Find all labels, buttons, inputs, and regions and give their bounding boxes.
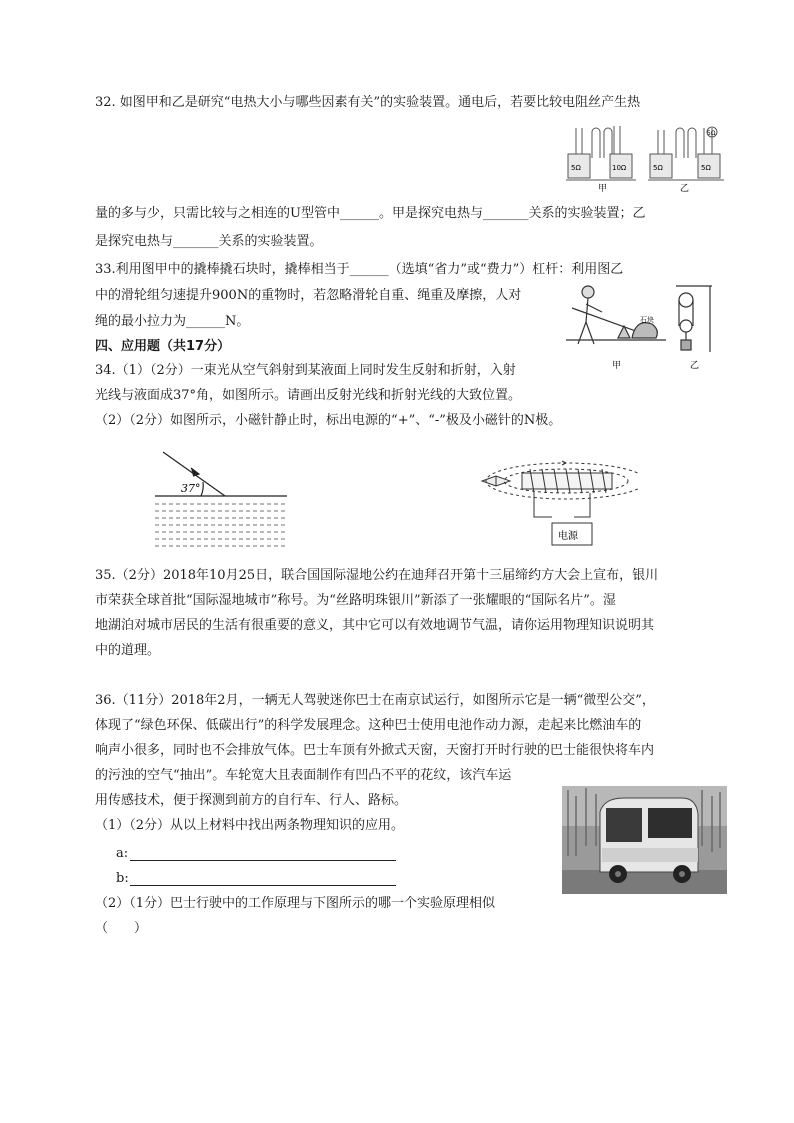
q36-line-5: 用传感技术，便于探测到前方的自行车、行人、路标。	[95, 793, 408, 808]
q33-line-2: 中的滑轮组匀速提升900N的重物时，若忽略滑轮自重、绳重及摩擦，人对	[95, 288, 522, 303]
q32-caption-yi: 乙	[680, 184, 690, 194]
q33-stone-label: 石块	[640, 316, 654, 324]
q33-line-3: 绳的最小拉力为______N。	[95, 314, 250, 329]
q36-line-2: 体现了“绿色环保、低碳出行”的科学发展理念。这种巴士使用电池作动力源，走起来比燃油车的	[95, 718, 642, 733]
q34-line-3: （2）（2分）如图所示，小磁针静止时，标出电源的“+”、“-”极及小磁针的N极。	[95, 413, 562, 428]
q32-r5-label: 5Ω	[707, 130, 716, 137]
q35-line-3: 地湖泊对城市居民的生活有很重要的意义，其中它可以有效地调节气温，请你运用物理知识说明其	[95, 618, 655, 633]
q34-magnet-figure	[478, 455, 638, 550]
q32-line-2: 量的多与少，只需比较与之相连的U型管中______。甲是探究电热与_______关系的实验装置；乙	[95, 206, 646, 221]
q34-light-figure	[155, 448, 290, 550]
q36-answer-a-label: a:	[116, 846, 129, 861]
q32-r4-label: 5Ω	[701, 164, 711, 172]
q35-line-2: 市荣获全球首批“国际湿地城市”称号。为“丝路明珠银川”新添了一张耀眼的“国际名片”。湿	[95, 593, 616, 608]
q36-answer-b-blank[interactable]	[130, 885, 396, 886]
q35-line-4: 中的道理。	[95, 643, 161, 658]
q34-line-2: 光线与液面成37°角，如图所示。请画出反射光线和折射光线的大致位置。	[95, 388, 522, 403]
section-4-heading: 四、应用题（共17分）	[95, 339, 231, 354]
q33-caption-jia: 甲	[612, 361, 622, 371]
q33-figure	[566, 282, 716, 372]
q34-angle-label: 37°	[181, 482, 201, 495]
q33-line-1: 33.利用图甲中的撬棒撬石块时，撬棒相当于______（选填“省力”或“费力”）杠杆：利用图乙	[95, 262, 624, 277]
q32-r1-label: 5Ω	[571, 164, 581, 172]
q36-answer-b-label: b:	[116, 871, 129, 886]
q36-sub-1: （1）（2分）从以上材料中找出两条物理知识的应用。	[95, 818, 405, 833]
q32-figure	[562, 118, 732, 194]
q32-line-3: 是探究电热与_______关系的实验装置。	[95, 234, 323, 249]
q32-r2-label: 10Ω	[612, 164, 627, 172]
q36-answer-a-blank[interactable]	[130, 860, 396, 861]
q36-line-4: 的污浊的空气“抽出”。车轮宽大且表面制作有凹凸不平的花纹，该汽车运	[95, 768, 512, 783]
q35-line-1: 35.（2分）2018年10月25日，联合国国际湿地公约在迪拜召开第十三届缔约方大会上宣布，银川	[95, 568, 659, 583]
q36-line-3: 响声小很多，同时也不会排放气体。巴士车顶有外掀式天窗，天窗打开时行驶的巴士能很快将车内	[95, 743, 655, 758]
q36-sub-2: （2）（1分）巴士行驶中的工作原理与下图所示的哪一个实验原理相似	[95, 896, 496, 911]
q32-caption-jia: 甲	[598, 184, 608, 194]
q33-caption-yi: 乙	[690, 361, 700, 371]
q36-bus-photo	[562, 786, 727, 894]
q32-r3-label: 5Ω	[653, 164, 663, 172]
q36-answer-paren: （ ）	[95, 921, 148, 936]
q36-line-1: 36.（11分）2018年2月，一辆无人驾驶迷你巴士在南京试运行，如图所示它是一辆“微型公交”，	[95, 693, 655, 708]
q34-line-1: 34.（1）（2分）一束光从空气斜射到某液面上同时发生反射和折射，入射	[95, 363, 516, 378]
q34-power-label: 电源	[558, 531, 578, 542]
q32-line-1: 32. 如图甲和乙是研究“电热大小与哪些因素有关”的实验装置。通电后，若要比较电阻丝产生热	[95, 95, 641, 110]
